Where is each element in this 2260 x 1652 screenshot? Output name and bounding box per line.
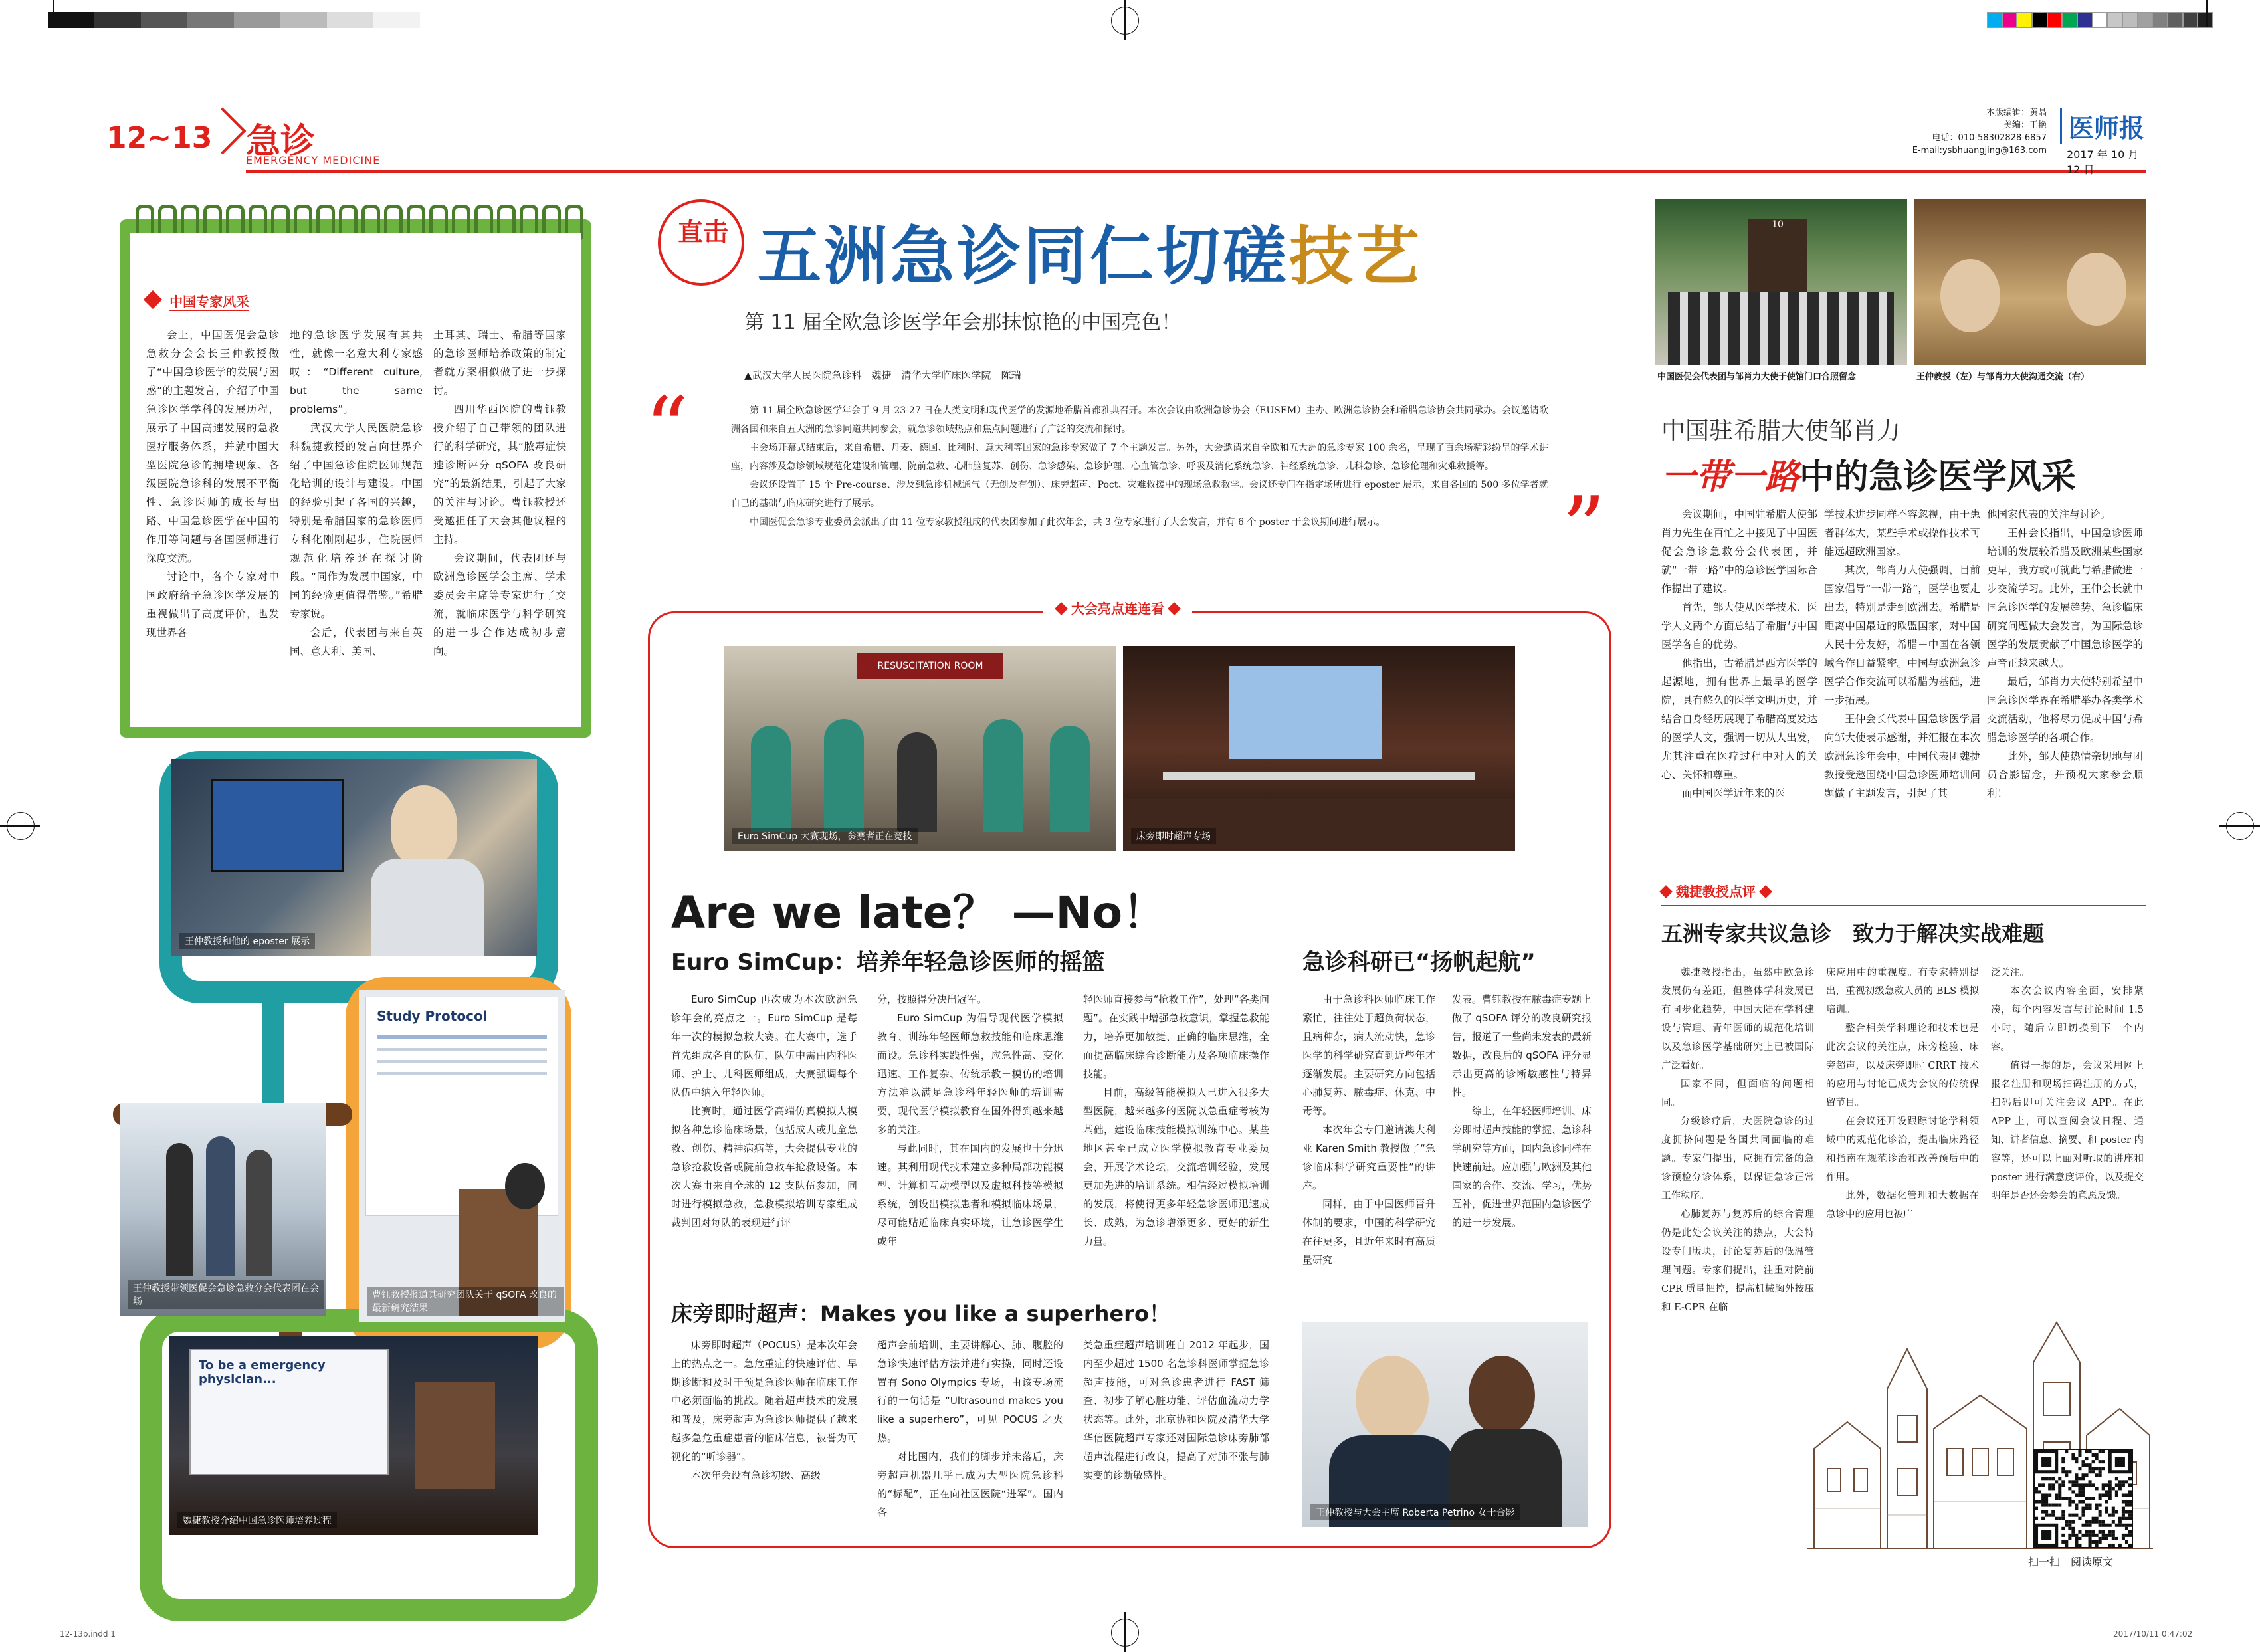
color-swatch xyxy=(2017,12,2032,28)
are-we-late-title: Are we late？ —No！ xyxy=(671,887,1167,938)
footer-file: 12-13b.indd 1 xyxy=(60,1629,116,1639)
color-swatch xyxy=(2093,12,2108,28)
footer-timestamp: 2017/10/11 0:47:02 xyxy=(2113,1629,2193,1639)
expert-col-3: 土耳其、瑞士、希腊等国家的急诊医师培养政策的制定者就方案相似做了进一步探讨。 四川华西医院的曹钰教授介绍了自己带领的团队进行的科学研究，其“脓毒症快速诊断评分 qSOFA 改良研究”的最新结果，引起了大家的关注与讨论。曹钰教授还受邀担任了大会其他议程的主持。 会议期间，代表团还与欧洲急诊医学会主席、学术委员会主席等专家进行了交流，就临床医学与科学研究的进一步合作达成初步意向。 xyxy=(433,329,566,657)
paper-logo: 医师报 xyxy=(2060,108,2144,144)
section-subtitle: EMERGENCY MEDICINE xyxy=(246,154,381,167)
comment-col-3: 泛关注。 本次会议内容全面，安排紧凑，每个内容发言与讨论时间 1.5 小时，随后立即切换到下一个内容。 值得一提的是，会议采用网上报名注册和现场扫码注册的方式，扫码后即可关注会议 APP。在此 APP 上，可以查阅会议日程、通知、讲者信息、摘要、和 poster 内容等，还可以上面对听取的讲座和 poster 进行满意度评价，以及提交明年是否还会参会的意愿反馈。 xyxy=(1991,968,2144,1201)
caption-ambassador-talk: 王仲教授（左）与邹肖力大使沟通交流（右） xyxy=(1916,372,2090,382)
color-swatch xyxy=(2138,12,2153,28)
photo-wang-eposter: 王仲教授和他的 eposter 展示 xyxy=(171,759,537,956)
credit-line: E-mail:ysbhuangjing@163.com xyxy=(1912,146,2047,155)
expert-col-2: 地的急诊医学发展有其共性，就像一名意大利专家感叹：“Different culture, but the same problems”。 武汉大学人民医院急诊科魏捷教授的发言向世界介绍了中国急诊住院医师规范化培训的设计与建设。中国的经验引起了各国的兴趣，特别是希腊国家的急诊医师专科化刚刚起步，住院医师规范化培养还在探讨阶段。“同作为发展中国家，中国的经验更值得借鉴。”希腊专家说。 会后，代表团与来自英国、意大利、美国、 xyxy=(290,329,423,657)
pocus-col-1: 床旁即时超声（POCUS）是本次年会上的热点之一。急危重症的快速评估、早期诊断和及时干预是急诊医师在临床工作中必须面临的挑战。随着超声技术的发展和普及，床旁超声为急诊医师提供了越来越多急危重症患者的临床信息，被誉为可视化的“听诊器”。 本次年会设有急诊初级、高级 xyxy=(671,1339,857,1481)
qr-code[interactable] xyxy=(2033,1449,2133,1548)
photo-wang-petrino: 王仲教授与大会主席 Roberta Petrino 女士合影 xyxy=(1302,1322,1588,1527)
ambassador-kicker: 中国驻希腊大使邹肖力 xyxy=(1661,417,1901,445)
color-swatch xyxy=(2152,12,2168,28)
simcup-col-1: Euro SimCup 再次成为本次欧洲急诊年会的亮点之一。Euro SimCup 是每年一次的模拟急救大赛。在大赛中，选手首先组成各自的队伍，队伍中需由内科医师、护士、儿科医师组成，大赛强调每个队伍中纳入年轻医师。 比赛时，通过医学高端仿真模拟人模拟各种急诊临床场景，包括成人或儿童急救、创伤、精神病病等，大会提供专业的急诊抢救设备或院前急救车抢救设备。本次大赛由来自全球的 12 支队伍参加，同时进行模拟急救，急救模拟培训专家组成裁判团对每队的表现进行评 xyxy=(671,993,857,1229)
color-swatch xyxy=(2183,12,2198,28)
research-col-1: 由于急诊科医师临床工作繁忙，往往处于超负荷状态，且病种杂，病人流动快，急诊医学的科学研究直到近些年才逐渐发展。主要研究方向包括心肺复苏、脓毒症、休克、中毒等。 本次年会专门邀请澳大利亚 Karen Smith 教授做了“急诊临床科学研究重要性”的讲座。 同样，由于中国医师晋升体制的要求，中国的科学研究在往更多，且近年来时有高质量研究 xyxy=(1302,993,1435,1266)
byline: ▲武汉大学人民医院急诊科 魏捷 清华大学临床医学院 陈瑞 xyxy=(744,369,1021,381)
highlights-label: 大会亮点连连看 xyxy=(1043,598,1192,617)
ambassador-col-3: 他国家代表的关注与讨论。 王仲会长指出，中国急诊医师培训的发展较希腊及欧洲某些国家更早，我方或可就此与希腊做进一步交流学习。此外，王仲会长就中国急诊医学的发展趋势、急诊临床研究问题做大会发言，为国际急诊医学的发展贡献了中国急诊医学的声音正越来越大。 最后，邹肖力大使特别希望中国急诊医学界在希腊举办各类学术交流活动，他将尽力促成中国与希腊急诊医学的各项合作。 此外，邹大使热情亲切地与团员合影留念，并预祝大家参会顺利！ xyxy=(1987,508,2143,799)
header-rule xyxy=(246,170,2146,173)
simcup-col-3: 轻医师直接参与“抢救工作”，处理“各类问题”。在实践中增强急救意识，掌握急救能力，培养更加敏捷、正确的临床思维，全面提高临床综合诊断能力及各项临床操作技能。 目前，高级智能模拟人已进入很多大型医院，越来越多的医院以急重症考核为基础，建设临床技能模拟训练中心。某些地区甚至已成立医学模拟教育专业委员会，开展学术论坛，交流培训经验，发展更加先进的培训系统。相信经过模拟培训的发展，将使得更多年轻急诊医师迅速成长、成熟，为急诊增添更多、更好的新生力量。 xyxy=(1083,993,1269,1247)
color-swatch xyxy=(2168,12,2183,28)
photo-ambassador-talk xyxy=(1914,199,2146,365)
color-swatch xyxy=(2122,12,2138,28)
header xyxy=(106,106,2153,179)
caption-embassy-group: 中国医促会代表团与邹肖力大使于使馆门口合照留念 xyxy=(1657,372,1857,382)
open-quote-icon: “ xyxy=(645,378,689,479)
color-swatch xyxy=(2107,12,2122,28)
photo-pocus-session: 床旁即时超声专场 xyxy=(1123,646,1515,851)
research-col-2: 发表。曹钰教授在脓毒症专题上做了 qSOFA 评分的改良研究报告，报道了一些尚未发表的最新数据，改良后的 qSOFA 评分显示出更高的诊断敏感性与特异性。 综上，在年轻医师培训、床旁即时超声技能的掌握、急诊科学研究等方面，国内急诊同样在快速前进。应加强与欧洲及其他国家的合作、交流、学习，优势互补，促进世界范围内急诊医学的进一步发展。 xyxy=(1452,993,1592,1229)
photo-embassy-group: 10 xyxy=(1655,199,1907,365)
credits xyxy=(1900,106,2047,157)
comment-col-1: 魏捷教授指出，虽然中欧急诊发展仍有差距，但整体学科发展已有同步化趋势，中国大陆在学科建设与管理、青年医师的规范化培训以及急诊医学基础研究上已被国际广泛看好。 国家不同，但面临的问题相同。 分级诊疗后，大医院急诊的过度拥挤问题是各国共同面临的难题。专家们提出，应拥有完备的急诊预检分诊体系，以保证急诊正常工作秩序。 心肺复苏与复苏后的综合管理仍是此处会议关注的热点，大会特设专门版块，讨论复苏后的低温管理问题。专家们提出，注重对院前 CPR 质量把控，提高机械胸外按压和 E-CPR 在临 xyxy=(1661,968,1814,1313)
simcup-col-2: 分，按照得分决出冠军。 Euro SimCup 为倡导现代医学模拟教育、训练年轻医师急救技能和临床思维而设。急诊科实践性强，应急性高、变化迅速、工作复杂、传统示教－模仿的培训方法难以满足急诊科年轻医师的培训需要，现代医学模拟教育在国外得到越来越多的关注。 与此同时，其在国内的发展也十分迅速。其利用现代技术建立多种局部功能模型、计算机互动模型以及虚拟科技等模拟系统，创设出模拟患者和模拟临床场景，尽可能贴近临床真实环境，让急诊医学生或年 xyxy=(877,993,1063,1247)
expert-col-1: 会上，中国医促会急诊急救分会会长王仲教授做了“中国急诊医学的发展与困惑”的主题发言，介绍了中国急诊医学学科的发展历程，展示了中国高速发展的急救医疗服务体系，并就中国大型医院急诊的拥堵现象、各级医院急诊科的发展不平衡性、急诊医师的成长与出路、中国急诊医学在中国的作用等问题与各国医师进行深度交流。 讨论中，各个专家对中国政府给予急诊医学发展的重视做出了高度评价，也发现世界各 xyxy=(146,329,279,639)
photo-delegation: 王仲教授带领医促会急诊急救分会代表团在会场 xyxy=(120,1103,326,1316)
qr-label: 扫一扫 阅读原文 xyxy=(2028,1556,2114,1568)
ambassador-col-1: 会议期间，中国驻希腊大使邹肖力先生在百忙之中接见了中国医促会急诊急救分会代表团，并就“一带一路”中的急诊医学国际合作提出了建议。 首先，邹大使从医学技术、医学人文两个方面总结了希腊与中国医学各自的优势。 他指出，古希腊是西方医学的起源地，拥有世界上最早的医学院，具有悠久的医学文明历史，并结合自身经历展现了希腊高度发达的医学人文，强调一切从人出发，尤其注重在医疗过程中对人的关心、关怀和尊重。 而中国医学近年来的医 xyxy=(1661,508,1817,799)
headline-title: 五洲急诊同仁切磋技艺 xyxy=(758,219,1422,294)
color-swatch xyxy=(2047,12,2063,28)
color-bar xyxy=(1987,12,2213,28)
intro-text: 第 11 届全欧急诊医学年会于 9 月 23-27 日在人类文明和现代医学的发源地希腊首都雅典召开。本次会议由欧洲急诊协会（EUSEM）主办、欧洲急诊协会和希腊急诊协会共同承办。会议邀请欧洲各国和来自五大洲的急诊同道共同参会，就急诊领域热点和焦点问题进行了广泛的交流和探讨。 主会场开幕式结束后，来自希腊、丹麦、德国、比利时、意大利等国家的急诊专家做了 7 个主题发言。另外，大会邀请来自全欧和五大洲的急诊专家 100 余名，呈现了百余场精彩纷呈的学术讲座，内容涉及急诊领域规范化建设和管理、院前急救、心肺脑复苏、创伤、急诊感染、急诊护理、心血管急诊、呼吸及消化系统急诊、神经系统急诊、儿科急诊、急诊伦理和灾难救援等。 会议还设置了 15 个 Pre-course、涉及到急诊机械通气（无创及有创）、床旁超声、Poct、灾难救援中的现场急救教学。会议还专门在指定场所进行 eposter 展示，来自各国的 500 多位学者就自己的基础与临床研究进行了展示。 中国医促会急诊专业委员会派出了由 11 位专家教授组成的代表团参加了此次年会，共 3 位专家进行了大会发言，并有 6 个 poster 于会议期间进行展示。 xyxy=(731,405,1548,528)
headline-subtitle: 第 11 届全欧急诊医学年会那抹惊艳的中国亮色！ xyxy=(744,311,1181,334)
comment-title: 五洲专家共议急诊 致力于解决实战难题 xyxy=(1661,921,2045,946)
issue-date: 2017 年 10 月 12 日 xyxy=(2067,148,2139,176)
expert-notebook xyxy=(120,219,591,738)
photo-cao-study: Study Protocol 曹钰教授报道其研究团队关于 qSOFA 改良的最新研究结果 xyxy=(359,990,565,1322)
simcup-title: Euro SimCup：培养年轻急诊医师的摇篮 xyxy=(671,949,1105,976)
color-swatch xyxy=(2077,12,2093,28)
headline-block xyxy=(645,199,1628,339)
page-number: 12~13 xyxy=(106,121,213,155)
close-quote-icon: ” xyxy=(1562,478,1606,579)
credit-line: 本版编辑：黄晶 xyxy=(1986,108,2047,118)
color-swatch xyxy=(2032,12,2047,28)
grayscale-bar xyxy=(48,12,420,28)
color-swatch xyxy=(2002,12,2017,28)
color-swatch xyxy=(2062,12,2077,28)
credit-line: 美编：王艳 xyxy=(2003,120,2047,130)
comment-col-2: 床应用中的重视度。有专家特别提出，重视初级急救人员的 BLS 模拟培训。 整合相关学科理论和技术也是此次会议的关注点，床旁检验、床旁超声，以及床旁即时 CRRT 技术的应用与讨论已成为会议的传统保留节目。 在会议还开设跟踪讨论学科领域中的规范化诊治，提出临床路径和指南在规范诊治和改善预后中的作用。 此外，数据化管理和大数据在急诊中的应用也被广 xyxy=(1826,968,1979,1220)
color-swatch xyxy=(2198,12,2213,28)
section-title: 急诊 xyxy=(246,122,316,161)
zhiji-badge: 直击 xyxy=(658,199,744,286)
color-swatch xyxy=(1987,12,2002,28)
research-title: 急诊科研已“扬帆起航” xyxy=(1302,949,1536,976)
photo-wei-lecture: To be a emergency physician... 魏捷教授介绍中国急诊医师培养过程 xyxy=(169,1336,538,1535)
pocus-title: 床旁即时超声：Makes you like a superhero！ xyxy=(671,1301,1170,1326)
ambassador-title: 一带一路中的急诊医学风采 xyxy=(1661,457,2077,497)
comment-label: 魏捷教授点评 xyxy=(1661,881,1770,900)
pocus-col-3: 类急重症超声培训班自 2012 年起步，国内至少超过 1500 名急诊科医师掌握急诊超声技能，可对急诊患者进行 FAST 筛查、初步了解心脏功能、评估血流动力学状态等。此外，北京协和医院及清华大学华信医院超声专家还对国际急诊床旁肺部超声流程进行改良，提高了对肺不张与肺实变的诊断敏感性。 xyxy=(1083,1339,1269,1481)
credit-line: 电话：010-58302828-6857 xyxy=(1932,133,2047,143)
photo-simcup: RESUSCITATION ROOM Euro SimCup 大赛现场，参赛者正在竞技 xyxy=(724,646,1116,851)
pocus-col-2: 超声会前培训，主要讲解心、肺、腹腔的急诊快速评估方法并进行实操，同时还设置有 Sono Olympics 专场，由该专场流行的一句话是 “Ultrasound makes you like a superhero”，可见 POCUS 之火热。 对比国内，我们的脚步并未落后，床旁超声机器几乎已成为大型医院急诊科的“标配”，正在向社区医院“进军”。国内各 xyxy=(877,1339,1063,1518)
expert-label: 中国专家风采 xyxy=(146,291,249,315)
ambassador-col-2: 学技术进步同样不容忽视，由于患者群体大，某些手术或操作技术可能远超欧洲国家。 其次，邹肖力大使强调，目前国家倡导“一带一路”，医学也要走出去，特别是走到欧洲去。希腊是距离中国最近的欧盟国家，对中国人民十分友好，希腊－中国在各领域合作日益紧密。中国与欧洲急诊医学合作交流可以希腊为基础，进一步拓展。 王仲会长代表中国急诊医学届向邹大使表示感谢，并汇报在本次欧洲急诊年会中，中国代表团魏捷教授受邀围绕中国急诊医师培训问题做了主题发言，引起了其 xyxy=(1824,508,1980,799)
